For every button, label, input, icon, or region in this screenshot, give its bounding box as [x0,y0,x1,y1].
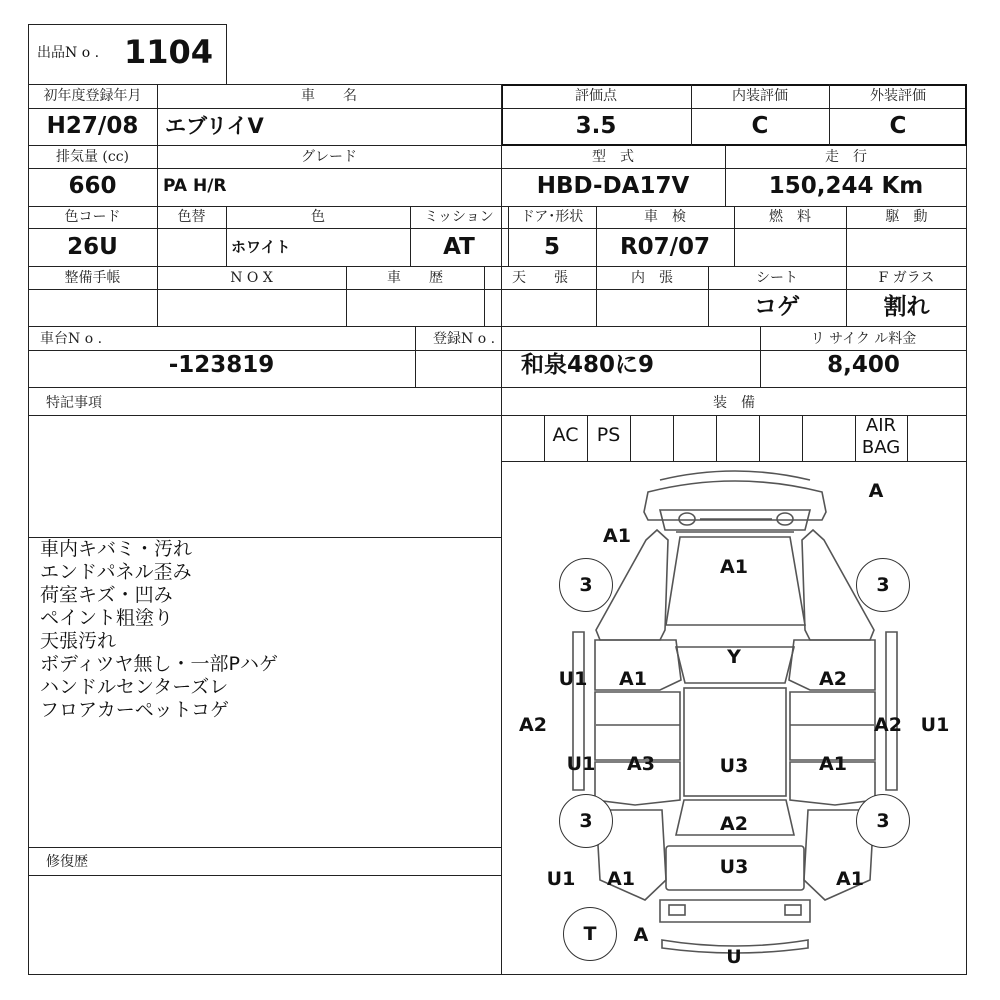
tire-rear-left-value: 3 [579,810,593,832]
f-glass-header: F ガラス [878,270,935,286]
equipment-ac: AC [552,424,579,446]
roof-header: 天 張 [512,270,568,286]
f-glass-value: 割れ [883,294,930,320]
mark-u-rear-bumper: U [726,946,742,968]
chassis-no-value: -123819 [168,352,275,378]
tire-front-left-value: 3 [579,574,593,596]
note-item: フロアカーペットコゲ [40,699,230,721]
tire-front-right-value: 3 [876,574,890,596]
note-item: エンドパネル歪み [40,561,192,583]
mark-a2-rear-glass: A2 [720,813,748,835]
car-name-header: 車 名 [301,88,357,104]
note-item: 車内キバミ・汚れ [40,538,193,560]
exterior-header: 外装評価 [870,88,926,104]
mark-u1-left-rear: U1 [566,753,596,775]
note-item: 荷室キズ・凹み [40,584,173,606]
recycle-fee-value: 8,400 [827,352,900,378]
mission-header: ミッション [424,209,494,225]
interior-value: C [751,113,769,139]
inspection-value: R07/07 [619,234,711,260]
note-item: 天張汚れ [40,630,117,652]
interior-header: 内装評価 [732,88,788,104]
mark-a2-right-door: A2 [819,668,847,690]
door-shape-header: ドア･形状 [520,209,584,225]
grade-header: グレード [301,149,357,165]
mark-u3-back-door: U3 [719,856,749,878]
maintenance-book-header: 整備手帳 [64,270,121,286]
equipment-airbag-line2: BAG [861,437,901,458]
equipment-header: 装 備 [713,395,755,411]
tire-rear-right-value: 3 [876,810,890,832]
mark-u1-left-rear-corner: U1 [546,868,576,890]
exterior-value: C [889,113,907,139]
mark-a1-left-door: A1 [619,668,647,690]
model-header: 型 式 [592,149,634,165]
color-code-header: 色コード [64,209,121,225]
mark-a-top-right: A [868,480,884,502]
mark-u1-right-side: U1 [920,714,950,736]
registration-no-header: 登録N o . [433,331,496,347]
registration-no-value: 和泉480に9 [520,352,654,378]
lot-number-label: 出品N o . [37,45,100,61]
mark-a1-right-rear-corner: A1 [836,868,864,890]
fuel-header: 燃 料 [769,209,811,225]
displacement-header: 排気量 (cc) [55,149,130,165]
door-shape-value: 5 [543,234,560,260]
first-registration-value: H27/08 [46,113,139,139]
color-value: ホワイト [231,238,291,256]
seat-header: シート [756,270,798,286]
mark-a1-right-slide: A1 [819,753,847,775]
mission-value: AT [443,234,475,260]
displacement-value: 660 [68,173,117,199]
mark-u1-left-front: U1 [558,668,588,690]
car-name-value: エブリイV [165,114,264,138]
chassis-no-header: 車台N o . [40,331,103,347]
note-item: ハンドルセンターズレ [40,676,229,698]
mark-a1-hood: A1 [720,556,748,578]
mark-a-rear: A [633,924,649,946]
repair-history-header: 修復歴 [46,854,88,870]
special-notes-header: 特記事項 [46,395,102,411]
interior-trim-header: 内 張 [631,270,673,286]
mileage-header: 走 行 [825,149,867,165]
model-value: HBD-DA17V [536,173,690,199]
recycle-fee-header: リ サイク ル料金 [810,331,917,347]
history-header: 車 歴 [387,270,443,286]
inspection-header: 車 検 [644,209,686,225]
note-item: ボディツヤ無し・一部Pハゲ [40,653,278,675]
mark-a3-left-slide: A3 [627,753,655,775]
note-item: ペイント粗塗り [40,607,174,629]
equipment-ps: PS [596,424,621,446]
first-registration-header: 初年度登録年月 [43,88,142,104]
drive-header: 駆 動 [885,209,928,225]
mark-a2-left-side: A2 [519,714,547,736]
mark-y-windshield: Y [727,646,741,668]
color-header: 色 [311,209,325,225]
mark-a1-left-rear-corner: A1 [607,868,635,890]
lot-number-value: 1104 [124,33,214,71]
mark-a2-right-side: A2 [874,714,902,736]
equipment-airbag-line1: AIR [865,415,897,436]
mark-a1-front-left: A1 [603,525,631,547]
grade-value: PA H/R [163,176,227,196]
score-header: 評価点 [575,88,617,104]
color-change-header: 色替 [177,209,206,225]
mark-u3-roof: U3 [719,755,749,777]
color-code-value: 26U [67,234,118,260]
lot-number-box [28,24,227,85]
spare-tire-value: T [583,923,597,945]
score-value: 3.5 [575,113,617,139]
seat-value: コゲ [754,294,800,320]
nox-header: N O X [230,270,273,286]
mileage-value: 150,244 Km [768,173,924,199]
